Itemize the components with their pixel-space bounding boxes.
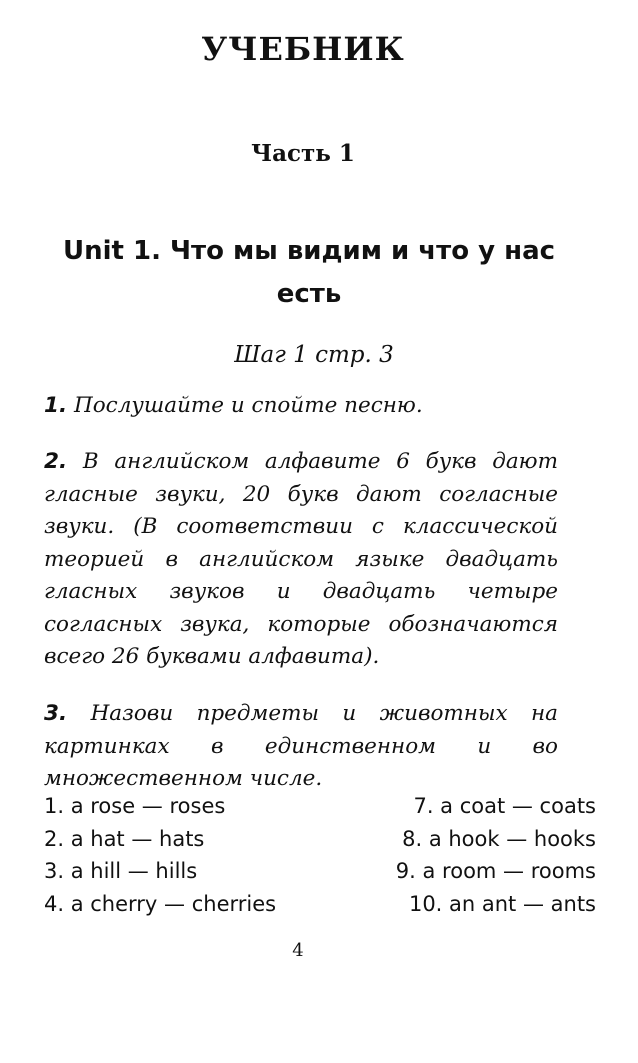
task-1 <box>44 390 558 423</box>
word-pair-right: 9. a room — rooms <box>395 859 596 883</box>
task-text: В английском алфавите 6 букв дают гласные звуки, 20 букв дают согласные звуки. (В соответствии с классической теорией в английском языке двадцать гласных звуков и двадцать четыре согласных звука, которые обозначаются всего 26 буквами алфавита). <box>44 449 558 669</box>
word-pair-left: 2. a hat — hats <box>44 826 205 851</box>
word-pair-right: 8. a hook — hooks <box>402 826 596 851</box>
word-row <box>44 823 596 856</box>
word-row <box>44 888 596 921</box>
word-row <box>44 855 596 888</box>
task-number: 2. <box>44 449 68 474</box>
unit-title: Unit 1. Что мы видим и что у нас есть <box>62 236 556 309</box>
task-3 <box>44 698 558 796</box>
page-number: 4 <box>292 940 304 961</box>
task-text: Назови предметы и животных на картинках в единственном и во множественном числе. <box>44 701 558 791</box>
task-number: 3. <box>44 701 68 726</box>
book-title: УЧЕБНИК <box>201 30 405 68</box>
step-reference: Шаг 1 стр. 3 <box>234 342 394 368</box>
word-pair-left: 4. a cherry — cherries <box>44 891 277 916</box>
word-pair-left: 1. a rose — roses <box>44 794 226 818</box>
task-number: 1. <box>44 393 68 418</box>
word-row <box>44 790 596 823</box>
part-title: Часть 1 <box>251 140 355 167</box>
word-pair-right: 7. a coat — coats <box>413 794 596 818</box>
word-pair-right: 10. an ant — ants <box>408 891 596 916</box>
task-2 <box>44 446 558 674</box>
word-pair-left: 3. a hill — hills <box>44 859 198 883</box>
task-text: Послушайте и спойте песню. <box>73 393 423 418</box>
word-list <box>44 790 596 920</box>
